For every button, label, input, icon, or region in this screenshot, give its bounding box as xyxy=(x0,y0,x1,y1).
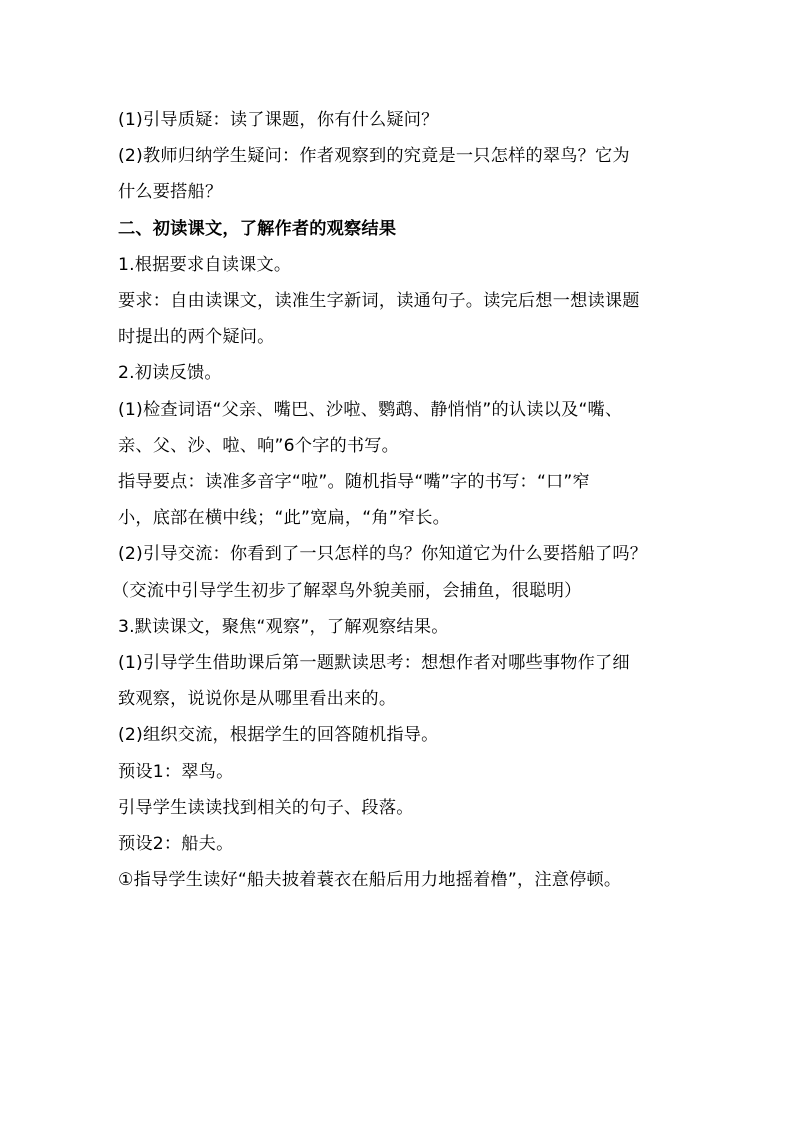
text-line: 要求：自由读课文，读准生字新词，读通句子。读完后想一想读课题 xyxy=(118,291,640,312)
text-line: 时提出的两个疑问。 xyxy=(118,327,275,348)
text-line: 致观察，说说你是从哪里看出来的。 xyxy=(118,689,397,710)
text-line: 小，底部在横中线；“此”宽扁，“角”窄长。 xyxy=(118,508,451,529)
text-line: 1.根据要求自读课文。 xyxy=(118,254,292,275)
section-heading: 二、初读课文，了解作者的观察结果 xyxy=(118,218,397,239)
text-line: ①指导学生读好“船夫披着蓑衣在船后用力地摇着橹”，注意停顿。 xyxy=(118,870,622,891)
text-line: (2)引导交流：你看到了一只怎样的鸟？你知道它为什么要搭船了吗？ xyxy=(118,544,648,565)
text-line: 预设2：船夫。 xyxy=(118,834,234,855)
document-page xyxy=(112,102,694,898)
text-line: (1)引导质疑：读了课题，你有什么疑问？ xyxy=(118,110,439,130)
text-line: （交流中引导学生初步了解翠鸟外貌美丽，会捕鱼，很聪明） xyxy=(112,580,582,601)
text-line: 什么要搭船？ xyxy=(118,182,223,203)
text-line: (1)检查词语“父亲、嘴巴、沙啦、鹦鹉、静悄悄”的认读以及“嘴、 xyxy=(118,399,623,420)
text-line: 3.默读课文，聚焦“观察”，了解观察结果。 xyxy=(118,616,449,637)
text-line: (1)引导学生借助课后第一题默读思考：想想作者对哪些事物作了细 xyxy=(118,653,630,674)
text-line: 2.初读反馈。 xyxy=(118,363,222,384)
text-line: 亲、父、沙、啦、响”6个字的书写。 xyxy=(118,435,400,456)
text-line: 指导要点：读准多音字“啦”。随机指导“嘴”字的书写：“口”窄 xyxy=(118,472,590,493)
text-line: (2)教师归纳学生疑问：作者观察到的究竟是一只怎样的翠鸟？它为 xyxy=(118,146,630,167)
text-line: 引导学生读读找到相关的句子、段落。 xyxy=(118,797,414,818)
text-line: 预设1：翠鸟。 xyxy=(118,761,234,782)
text-line: (2)组织交流，根据学生的回答随机指导。 xyxy=(118,725,439,746)
